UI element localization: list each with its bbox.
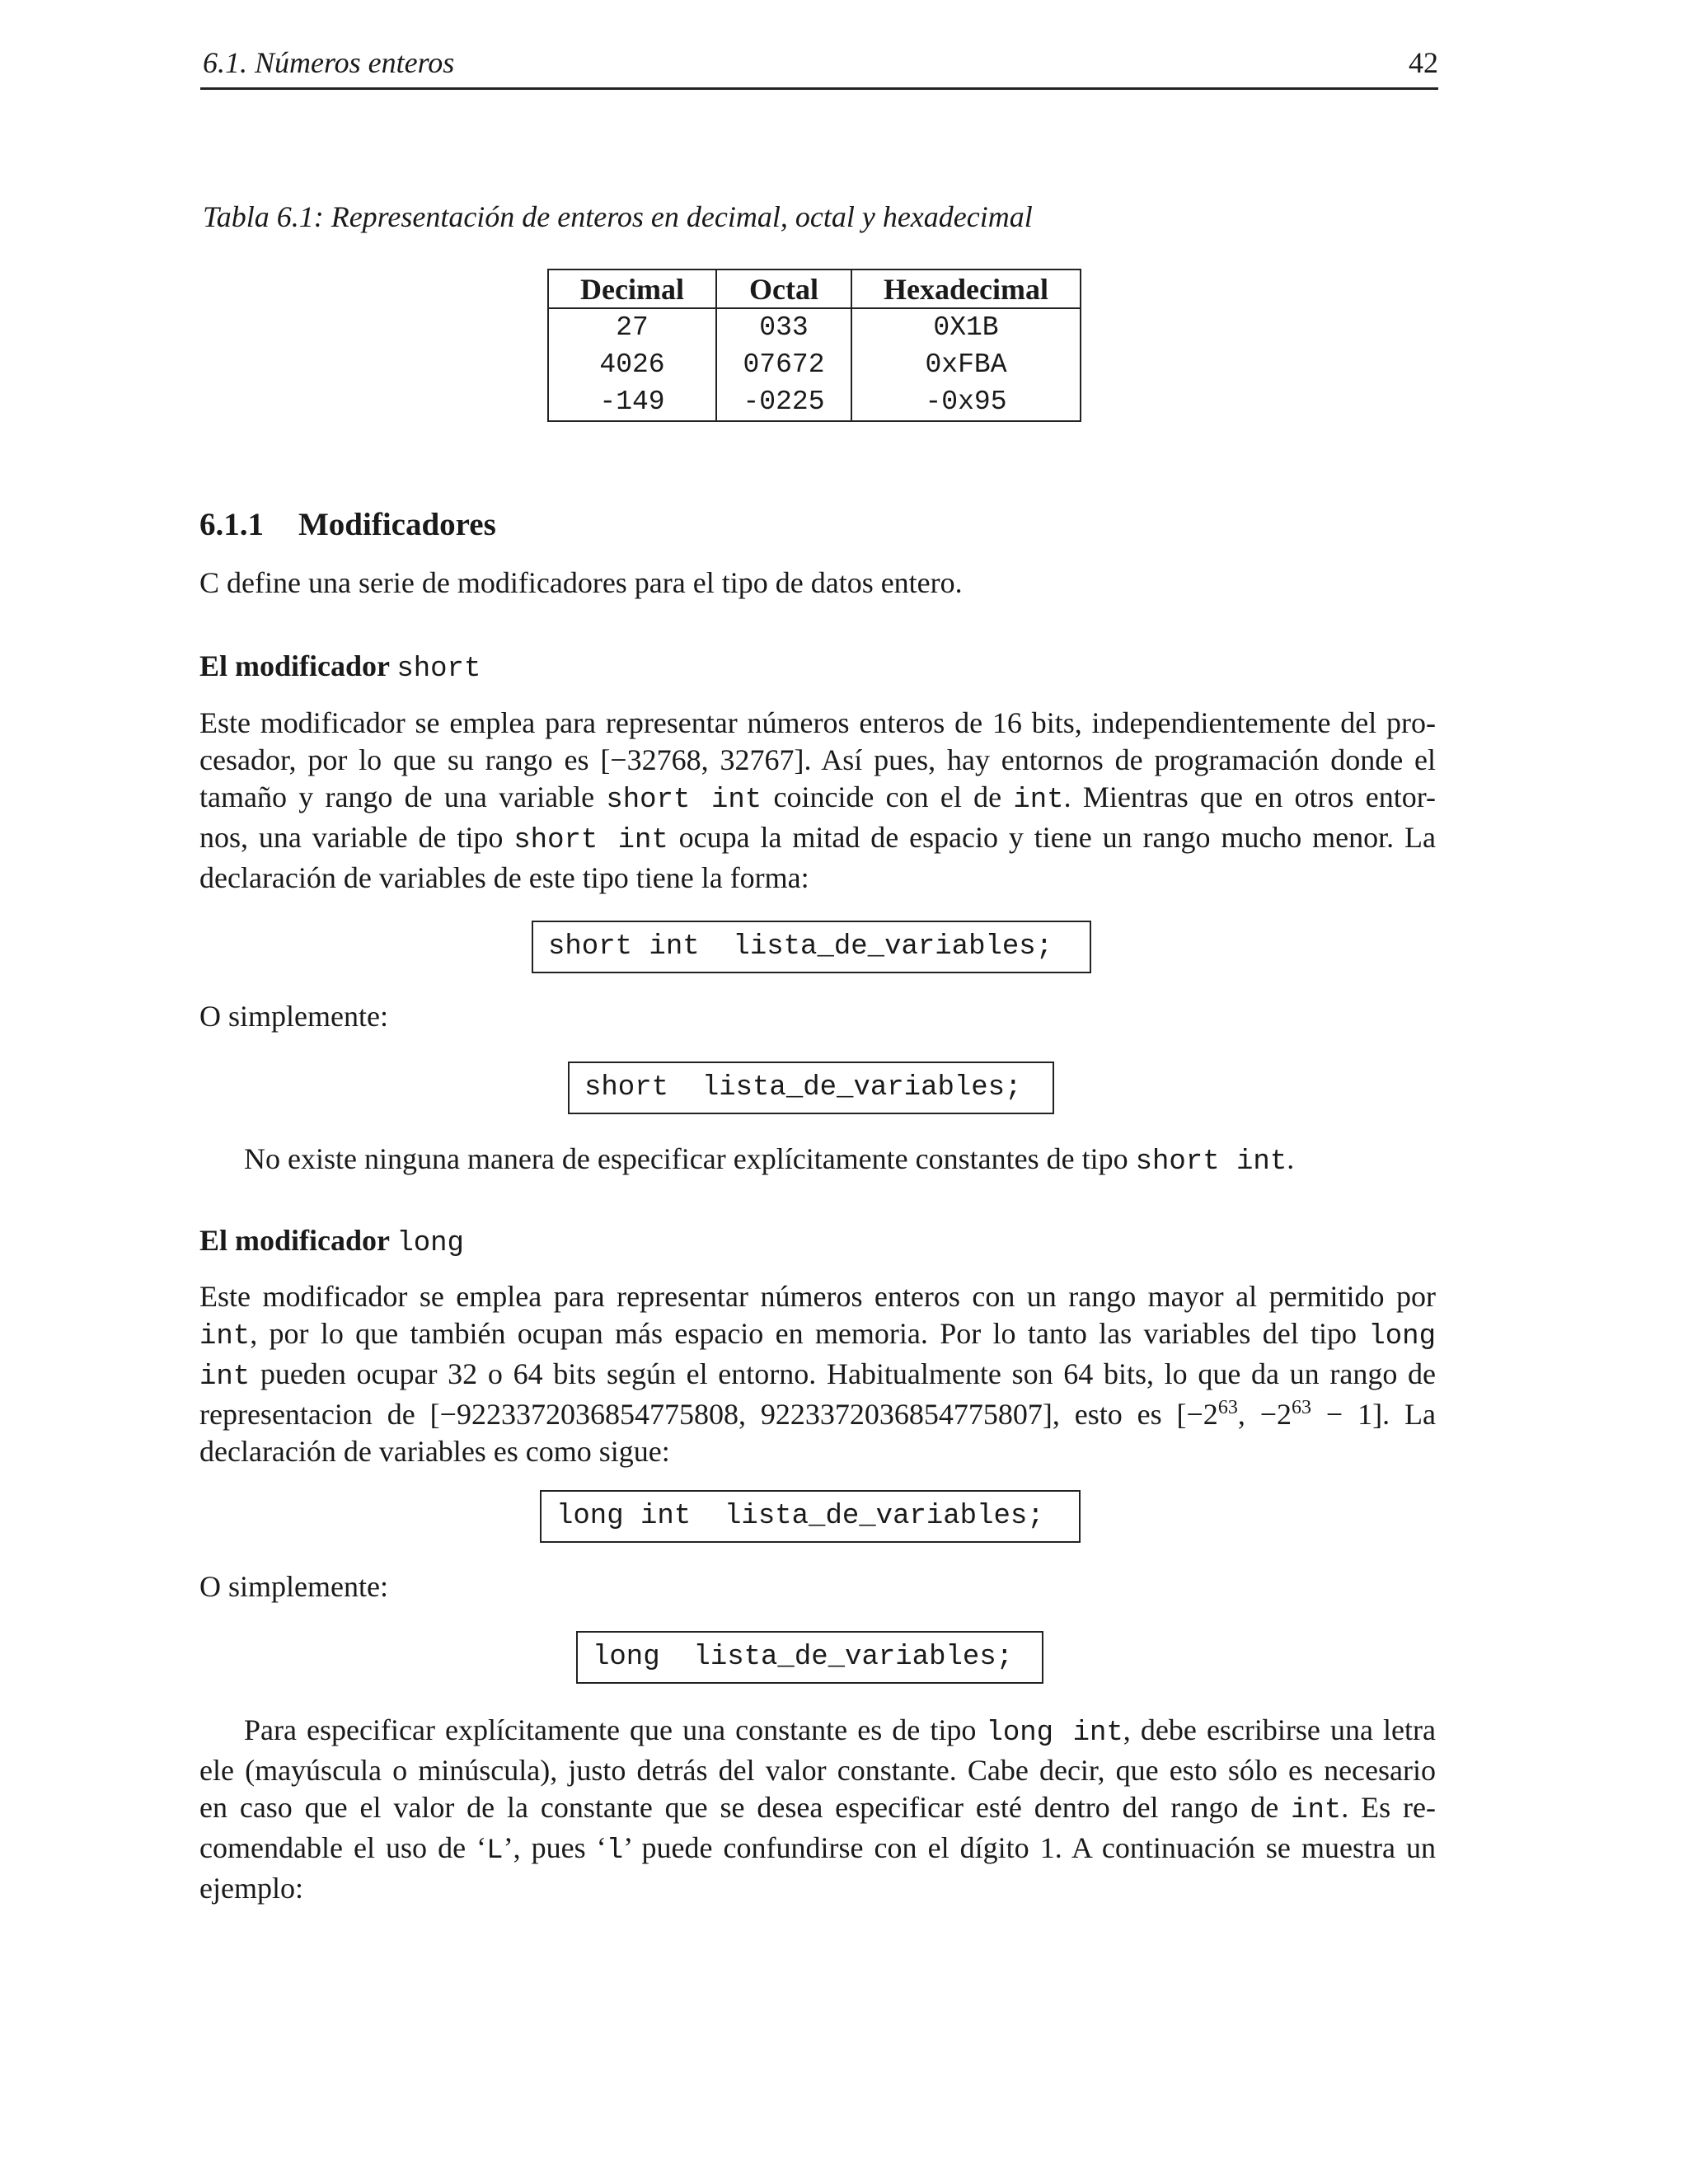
text-line [199,779,1436,819]
heading-keyword: long [396,1228,464,1259]
text-line [199,819,1436,860]
code-box: long lista_de_variables; [576,1631,1043,1684]
inline-code: int [1291,1795,1342,1826]
table-cell: 0xFBA [851,346,1081,383]
column-header-octal: Octal [716,269,851,308]
text-run: Este modificador se emplea para representar números enteros con un rango mayor al permitido por [199,1280,1436,1313]
text-run: ejemplo: [199,1872,303,1905]
inline-code: int [199,1361,251,1393]
inline-code: short int [1135,1146,1287,1178]
table-header-row [548,269,1081,308]
exponent: 63 [1217,1397,1238,1418]
code-box: long int lista_de_variables; [540,1490,1081,1543]
text-line [199,1433,1436,1470]
short-note-paragraph [244,1141,1436,1181]
text-run: ocupa la mitad de espacio y tiene un rango mucho menor. La [668,821,1436,854]
heading-text: El modificador [199,649,390,682]
text-run: . Mientras que en otros entor- [1063,780,1436,813]
text-line [199,1830,1436,1870]
text-run: declaración de variables es como sigue: [199,1435,670,1468]
code-box: short lista_de_variables; [568,1062,1054,1114]
table-cell: -149 [548,383,716,421]
inline-code: l [606,1835,624,1867]
inline-code: long [1368,1321,1436,1352]
text-line [199,742,1436,779]
text-run: , −2 [1237,1398,1292,1431]
inline-code: short int [513,825,668,856]
text-run: nos, una variable de tipo [199,821,514,854]
text-run: . Es re- [1341,1791,1436,1824]
table-cell: 4026 [548,346,716,383]
text-run: Este modificador se emplea para representar números enteros de 16 bits, independientemente del pro- [199,706,1436,739]
text-run: tamaño y rango de una variable [199,780,607,813]
text-line [199,1278,1436,1315]
text-run: , por lo que también ocupan más espacio en memoria. Por lo tanto las variables del tipo [250,1317,1369,1350]
inline-code: int [1013,785,1064,816]
number-representation-table [547,269,1081,422]
header-section-title: 6.1. Números enteros [203,46,455,79]
table-row [548,346,1081,383]
intro-paragraph: C define una serie de modificadores para el tipo de datos entero. [199,566,963,599]
text-run: coincide con el de [762,780,1014,813]
text-run: cesador, por lo que su rango es [−32768, 32767]. Así pues, hay entornos de programación donde el [199,743,1436,776]
text-run: − 1]. La [1311,1398,1436,1431]
table-cell: 033 [716,308,851,346]
table-cell: -0225 [716,383,851,421]
text-line [199,860,1436,897]
text-run: en caso que el valor de la constante que se desea especificar esté dentro del rango de [199,1791,1292,1824]
text-line [199,1356,1436,1396]
table-cell: -0x95 [851,383,1081,421]
column-header-hexadecimal: Hexadecimal [851,269,1081,308]
table-cell: 07672 [716,346,851,383]
text-run: comendable el uso de ‘ [199,1831,487,1864]
page-number: 42 [1409,46,1438,79]
inline-code: short int [606,785,762,816]
text-line [199,1789,1436,1830]
text-run: representacion de [−9223372036854775808, 9223372036854775807], esto es [−2 [199,1398,1218,1431]
text-run: pueden ocupar 32 o 64 bits según el entorno. Habitualmente son 64 bits, lo que da un rango de [250,1357,1436,1390]
or-simply-text: O simplemente: [199,1000,388,1033]
short-modifier-heading [199,649,481,685]
table-caption: Tabla 6.1: Representación de enteros en decimal, octal y hexadecimal [203,200,1033,233]
text-run: Para especificar explícitamente que una constante es de tipo [244,1713,987,1746]
code-box: short int lista_de_variables; [532,921,1091,973]
inline-code: int [199,1321,251,1352]
text-line [199,1870,1436,1907]
text-run: , debe escribirse una letra [1123,1713,1436,1746]
short-description-paragraph [199,705,1436,897]
text-line [199,1712,1436,1752]
table-cell: 0X1B [851,308,1081,346]
or-simply-text: O simplemente: [199,1570,388,1603]
heading-text: El modificador [199,1224,390,1257]
inline-code: L [486,1835,504,1867]
text-line [199,1315,1436,1356]
exponent: 63 [1292,1397,1312,1418]
text-run: ’, pues ‘ [503,1831,607,1864]
heading-keyword: short [396,654,481,685]
text-line [199,705,1436,742]
section-number: 6.1.1 [199,507,264,542]
section-title: Modificadores [298,507,496,542]
text-run: declaración de variables de este tipo tiene la forma: [199,861,809,894]
text-run: ’ puede confundirse con el dígito 1. A continuación se muestra un [623,1831,1437,1864]
text-run: ele (mayúscula o minúscula), justo detrás del valor constante. Cabe decir, que esto sólo es necesario [199,1754,1436,1787]
section-heading [199,506,496,543]
inline-code: long int [986,1718,1123,1749]
table-cell: 27 [548,308,716,346]
column-header-decimal: Decimal [548,269,716,308]
running-header [200,41,1438,90]
long-description-paragraph [199,1278,1436,1470]
text-line [199,1396,1436,1433]
text-run: No existe ninguna manera de especificar explícitamente constantes de tipo [244,1142,1136,1175]
text-run: . [1287,1142,1295,1175]
table-row [548,308,1081,346]
long-modifier-heading [199,1223,464,1259]
long-constant-paragraph [199,1712,1436,1907]
text-line [199,1752,1436,1789]
table-row [548,383,1081,421]
